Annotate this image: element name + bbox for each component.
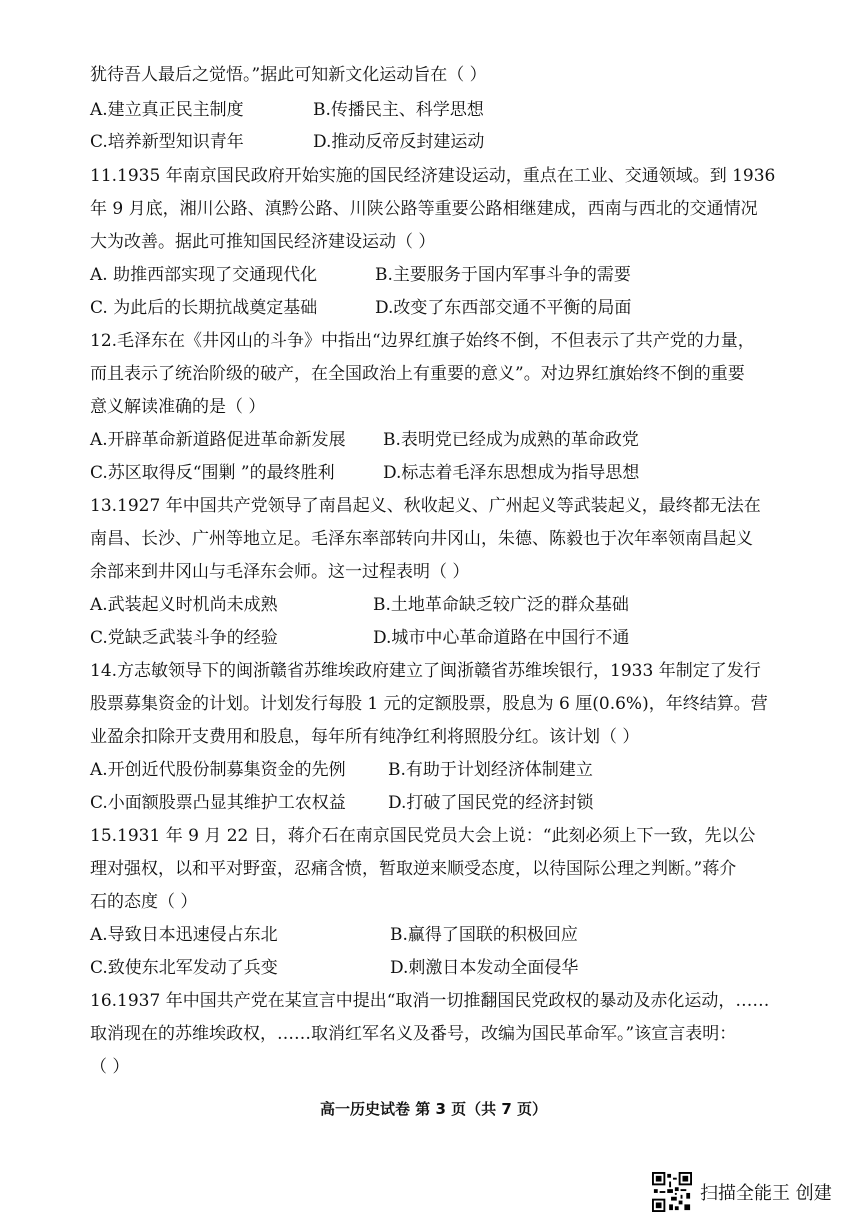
q13-option-b: B.土地革命缺乏较广泛的群众基础 bbox=[373, 595, 629, 615]
q14-stem-line: 业盈余扣除开支费用和股息，每年所有纯净红利将照股分红。该计划（ ） bbox=[90, 727, 640, 747]
q11-stem-line: 年 9 月底，湘川公路、滇黔公路、川陕公路等重要公路相继建成，西南与西北的交通情况 bbox=[90, 199, 758, 219]
q15-option-c: C.致使东北军发动了兵变 bbox=[90, 958, 278, 978]
q15-stem-line: 理对强权，以和平对野蛮，忍痛含愤，暂取逆来顺受态度，以待国际公理之判断。”蒋介 bbox=[90, 859, 737, 879]
q16-stem-line: （ ） bbox=[90, 1057, 130, 1077]
q15-stem-line: 15.1931 年 9 月 22 日，蒋介石在南京国民党员大会上说：“此刻必须上下一致，先以公 bbox=[90, 826, 756, 846]
q13-option-a: A.武装起义时机尚未成熟 bbox=[90, 595, 278, 615]
q13-stem-line: 南昌、长沙、广州等地立足。毛泽东率部转向井冈山，朱德、陈毅也于次年率领南昌起义 bbox=[90, 529, 753, 549]
watermark-text: 扫描全能王 创建 bbox=[700, 1183, 832, 1204]
q12-option-c: C.苏区取得反“围剿 ”的最终胜利 bbox=[90, 463, 335, 483]
q16-stem-line: 16.1937 年中国共产党在某宣言中提出“取消一切推翻国民党政权的暴动及赤化运动，…… bbox=[90, 991, 770, 1011]
qr-code-icon bbox=[652, 1172, 692, 1212]
q12-option-a: A.开辟革命新道路促进革命新发展 bbox=[90, 430, 346, 450]
q15-option-a: A.导致日本迅速侵占东北 bbox=[90, 925, 278, 945]
scanner-watermark bbox=[652, 1170, 832, 1214]
page-footer: 高一历史试卷 第 3 页（共 7 页） bbox=[320, 1100, 547, 1118]
q10-option-c: C.培养新型知识青年 bbox=[90, 132, 244, 152]
q14-option-d: D.打破了国民党的经济封锁 bbox=[388, 793, 594, 813]
q16-stem-line: 取消现在的苏维埃政权，……取消红军名义及番号，改编为国民革命军。”该宣言表明： bbox=[90, 1024, 737, 1044]
q12-option-b: B.表明党已经成为成熟的革命政党 bbox=[383, 430, 639, 450]
q10-option-a: A.建立真正民主制度 bbox=[90, 100, 244, 120]
q11-stem-line: 11.1935 年南京国民政府开始实施的国民经济建设运动，重点在工业、交通领域。到 1936 bbox=[90, 166, 776, 186]
q15-option-d: D.刺激日本发动全面侵华 bbox=[390, 958, 579, 978]
q11-option-b: B.主要服务于国内军事斗争的需要 bbox=[375, 265, 631, 285]
q14-stem-line: 14.方志敏领导下的闽浙赣省苏维埃政府建立了闽浙赣省苏维埃银行，1933 年制定了发行 bbox=[90, 661, 761, 681]
q13-stem-line: 余部来到井冈山与毛泽东会师。这一过程表明（ ） bbox=[90, 562, 470, 582]
q12-stem-line: 意义解读准确的是（ ） bbox=[90, 397, 266, 417]
q11-option-d: D.改变了东西部交通不平衡的局面 bbox=[375, 298, 632, 318]
q10-option-d: D.推动反帝反封建运动 bbox=[313, 132, 485, 152]
q10-option-b: B.传播民主、科学思想 bbox=[313, 100, 484, 120]
q13-option-d: D.城市中心革命道路在中国行不通 bbox=[373, 628, 630, 648]
q10-stem: 犹待吾人最后之觉悟。”据此可知新文化运动旨在（ ） bbox=[90, 65, 487, 85]
q14-option-b: B.有助于计划经济体制建立 bbox=[388, 760, 593, 780]
q12-stem-line: 12.毛泽东在《井冈山的斗争》中指出“边界红旗子始终不倒，不但表示了共产党的力量， bbox=[90, 331, 755, 351]
q15-option-b: B.赢得了国联的积极回应 bbox=[390, 925, 578, 945]
q12-option-d: D.标志着毛泽东思想成为指导思想 bbox=[383, 463, 640, 483]
q11-option-c: C. 为此后的长期抗战奠定基础 bbox=[90, 298, 318, 318]
q13-option-c: C.党缺乏武装斗争的经验 bbox=[90, 628, 278, 648]
q14-option-c: C.小面额股票凸显其维护工农权益 bbox=[90, 793, 346, 813]
q15-stem-line: 石的态度（ ） bbox=[90, 892, 198, 912]
q11-option-a: A. 助推西部实现了交通现代化 bbox=[90, 265, 318, 285]
q11-stem-line: 大为改善。据此可推知国民经济建设运动（ ） bbox=[90, 232, 436, 252]
q12-stem-line: 而且表示了统治阶级的破产，在全国政治上有重要的意义”。对边界红旗始终不倒的重要 bbox=[90, 364, 745, 384]
q14-stem-line: 股票募集资金的计划。计划发行每股 1 元的定额股票，股息为 6 厘(0.6%)，年终结算。营 bbox=[90, 694, 768, 714]
q13-stem-line: 13.1927 年中国共产党领导了南昌起义、秋收起义、广州起义等武装起义，最终都无法在 bbox=[90, 496, 761, 516]
q14-option-a: A.开创近代股份制募集资金的先例 bbox=[90, 760, 346, 780]
